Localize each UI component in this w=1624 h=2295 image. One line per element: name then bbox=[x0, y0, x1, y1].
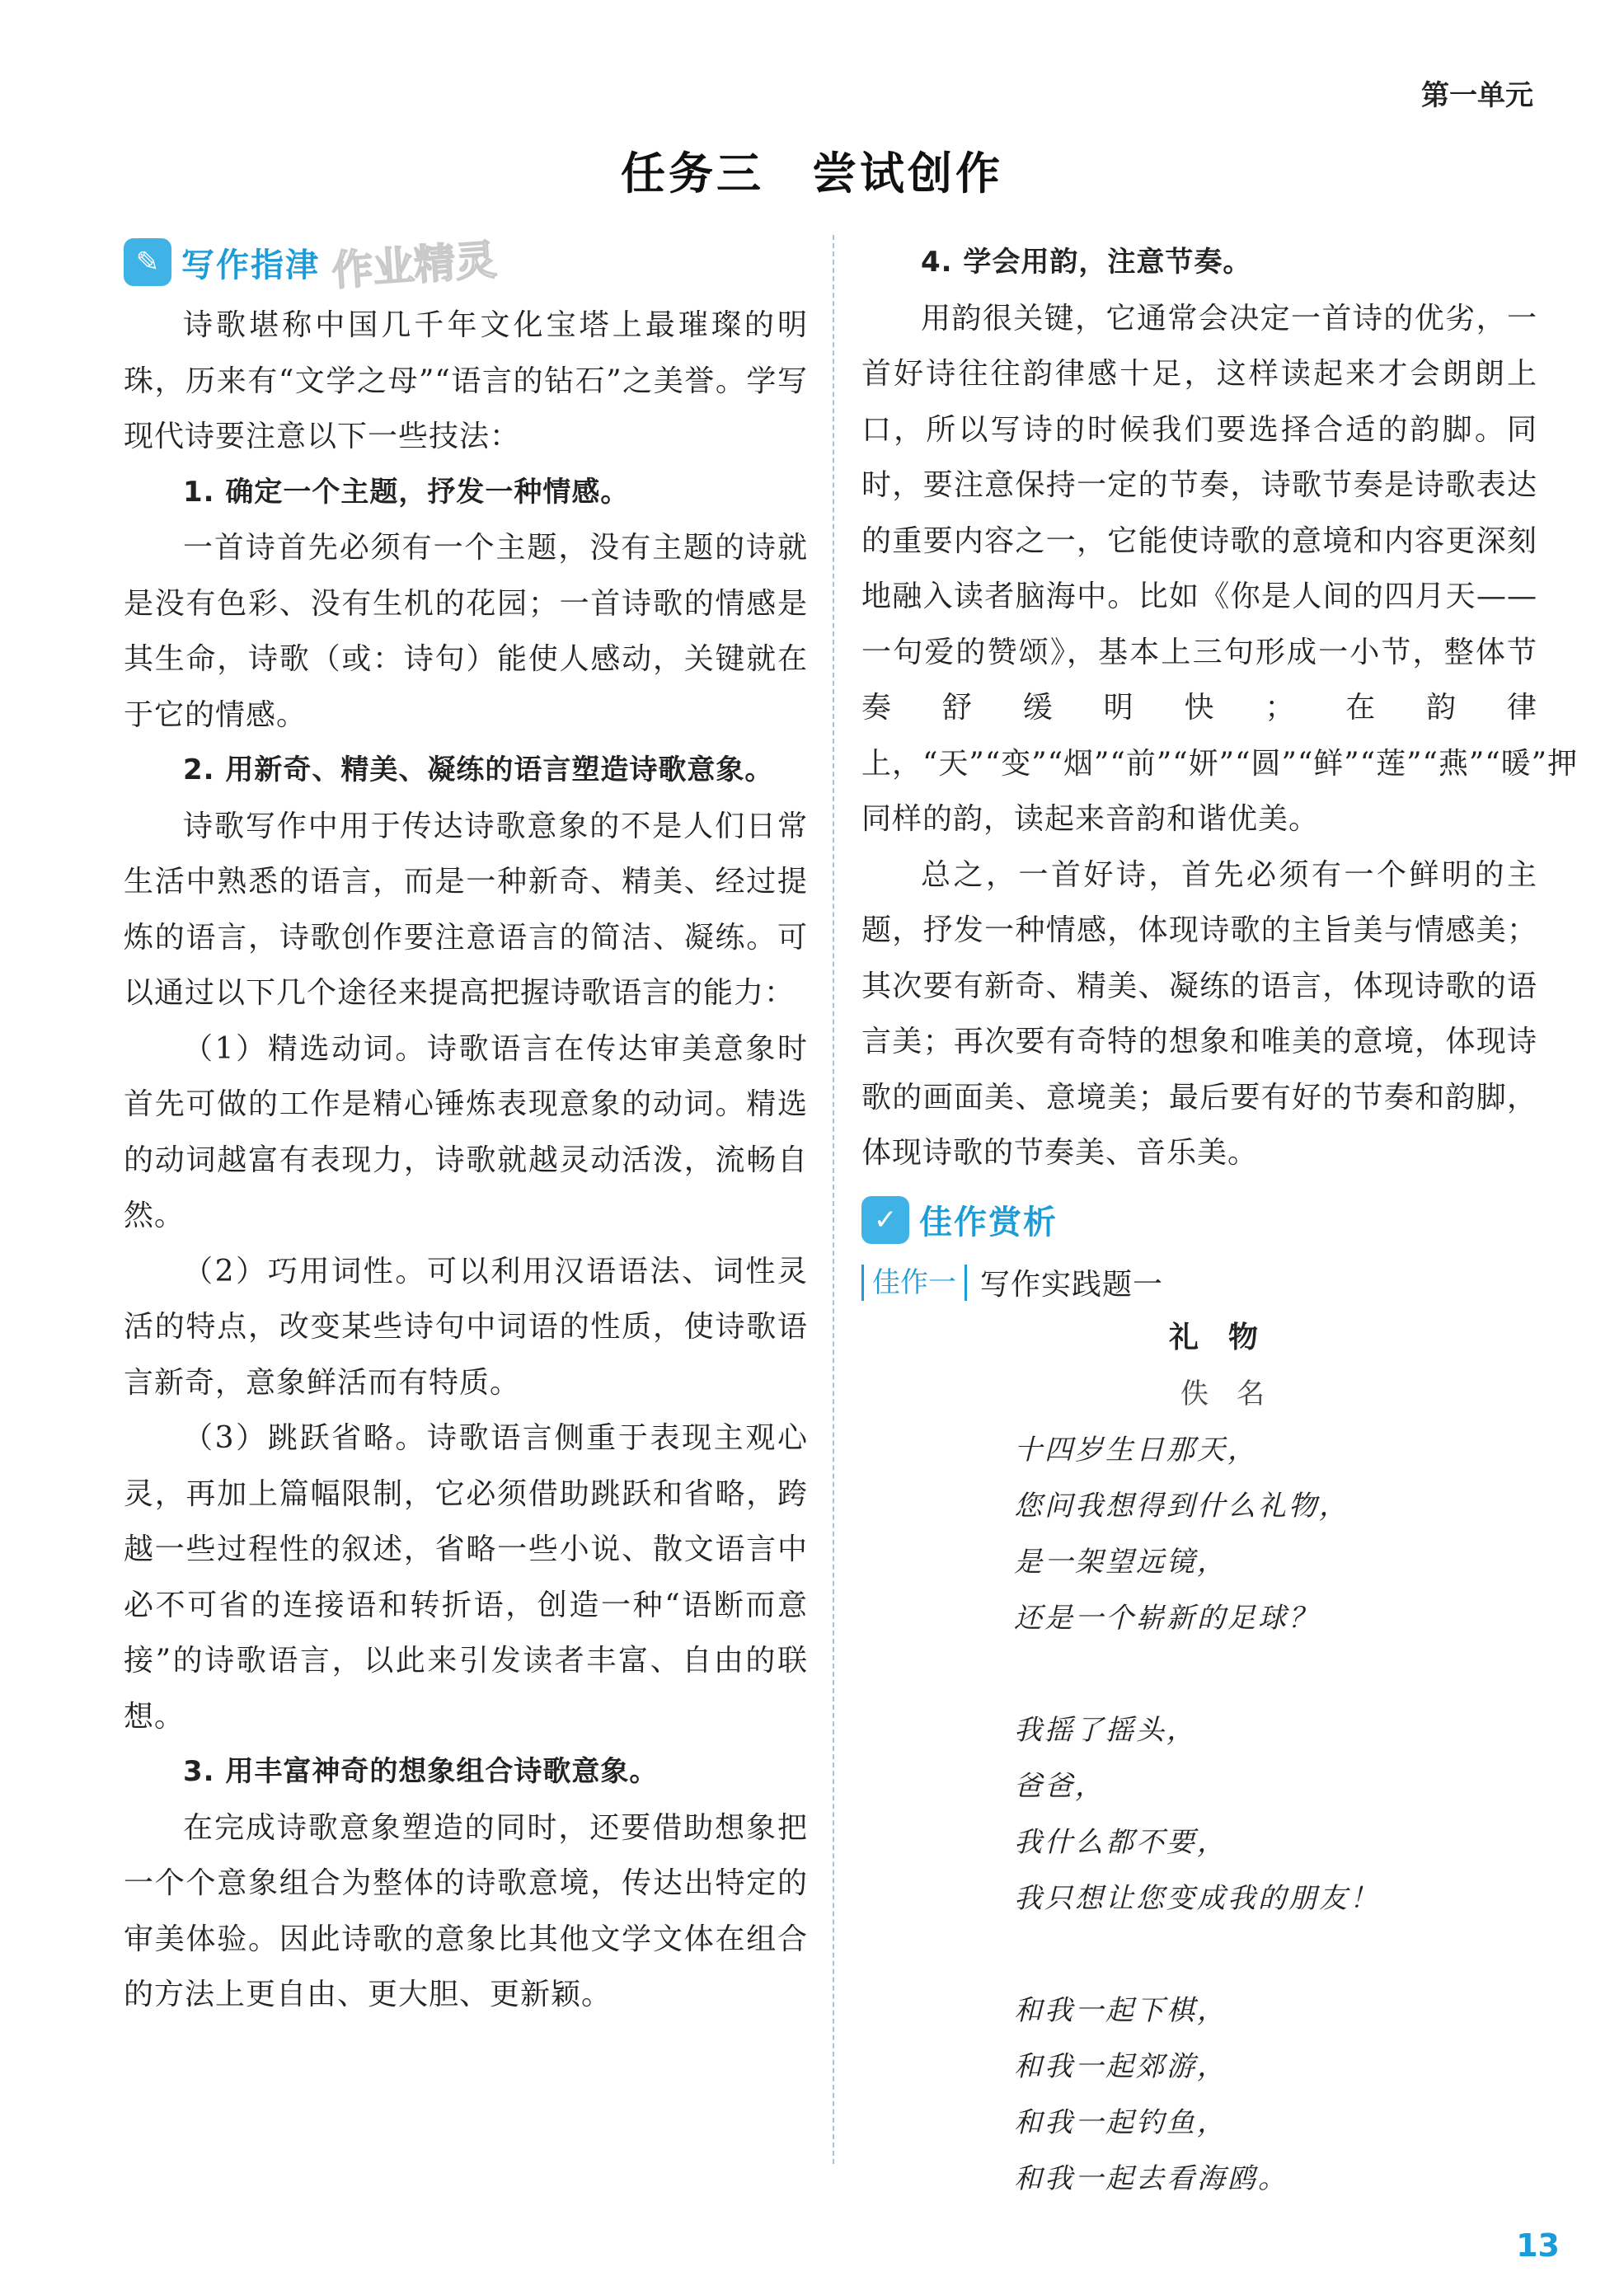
poem-body bbox=[861, 1422, 1537, 2207]
technique-heading: 1. 确定一个主题，抒发一种情感。 bbox=[183, 475, 630, 509]
poem-stanza bbox=[1014, 1702, 1537, 1927]
poem-line: 十四岁生日那天， bbox=[1014, 1433, 1258, 1467]
poem-line: 我只想让您变成我的朋友！ bbox=[1014, 1881, 1380, 1915]
example-tag: 佳作一 bbox=[861, 1265, 967, 1301]
poem-line: 我什么都不要， bbox=[1014, 1825, 1227, 1859]
section-header-writing-guide bbox=[124, 235, 808, 295]
technique-heading: 3. 用丰富神奇的想象组合诗歌意象。 bbox=[183, 1755, 659, 1788]
paragraph: （1）精选动词。诗歌语言在传达审美意象时首先可做的工作是精心锤炼表现意象的动词。精选的动词越富有表现力，诗歌就越灵动活泼，流畅自然。 bbox=[124, 1031, 808, 1232]
example-heading bbox=[861, 1255, 1537, 1310]
poem-stanza bbox=[1014, 1983, 1537, 2207]
paragraph: 在完成诗歌意象塑造的同时，还要借助想象把一个个意象组合为整体的诗歌意境，传达出特定的审美体验。因此诗歌的意象比其他文学文体在组合的方法上更自由、更大胆、更新颖。 bbox=[124, 1810, 808, 2011]
pencil-icon: ✎ bbox=[124, 238, 171, 286]
poem-author: 佚名 bbox=[1180, 1377, 1293, 1410]
poem-line: 是一架望远镜， bbox=[1014, 1545, 1227, 1579]
watermark: 作业精灵 bbox=[330, 236, 499, 295]
column-divider bbox=[833, 235, 834, 2164]
page-number: 13 bbox=[1516, 2227, 1560, 2264]
page-title: 任务三 尝试创作 bbox=[621, 148, 1003, 199]
poem-line: 和我一起下棋， bbox=[1014, 1993, 1227, 2027]
example-title: 写作实践题一 bbox=[980, 1268, 1164, 1302]
poem-line: 还是一个崭新的足球？ bbox=[1014, 1601, 1319, 1635]
section-title: 佳作赏析 bbox=[919, 1204, 1058, 1241]
poem-line: 我摇了摇头， bbox=[1014, 1713, 1197, 1747]
book-icon: ✓ bbox=[861, 1196, 909, 1244]
right-column bbox=[861, 235, 1579, 2207]
poem-line: 和我一起去看海鸥。 bbox=[1014, 2161, 1288, 2195]
paragraph: 用韵很关键，它通常会决定一首诗的优劣，一首好诗往往韵律感十足，这样读起来才会朗朗上口，所以写诗的时候我们要选择合适的韵脚。同时，要注意保持一定的节奏，诗歌节奏是诗歌表达的重要内容之一，它能使诗歌的意境和内容更深刻地融入读者脑海中。比如《你是人间的四月天——一句爱的赞颂》，基本上三句形成一小节，整体节奏舒缓明快；在韵律上，“天”“变”“烟”“前”“妍”“圆”“鲜”“莲”“燕”“暖”押同样的韵，读起来音韵和谐优美。 bbox=[861, 301, 1579, 836]
technique-heading: 2. 用新奇、精美、凝练的语言塑造诗歌意象。 bbox=[183, 753, 774, 786]
poem-line: 和我一起钓鱼， bbox=[1014, 2105, 1227, 2139]
paragraph: 总之，一首好诗，首先必须有一个鲜明的主题，抒发一种情感，体现诗歌的主旨美与情感美；其次要有新奇、精美、凝练的语言，体现诗歌的语言美；再次要有奇特的想象和唯美的意境，体现诗歌的画面美、意境美；最后要有好的节奏和韵脚，体现诗歌的节奏美、音乐美。 bbox=[861, 857, 1537, 1170]
technique-heading: 4. 学会用韵，注意节奏。 bbox=[921, 246, 1252, 279]
poem-title: 礼物 bbox=[1168, 1320, 1288, 1354]
poem-line: 爸爸， bbox=[1014, 1769, 1105, 1803]
paragraph: （3）跳跃省略。诗歌语言侧重于表现主观心灵，再加上篇幅限制，它必须借助跳跃和省略，跨越一些过程性的叙述，省略一些小说、散文语言中必不可省的连接语和转折语，创造一种“语断而意接”的诗歌语言，以此来引发读者丰富、自由的联想。 bbox=[124, 1421, 808, 1734]
poem-line: 您问我想得到什么礼物， bbox=[1014, 1489, 1349, 1523]
paragraph: （2）巧用词性。可以利用汉语语法、词性灵活的特点，改变某些诗句中词语的性质，使诗歌语言新奇，意象鲜活而有特质。 bbox=[124, 1254, 808, 1400]
left-column bbox=[124, 235, 808, 2023]
section-title: 写作指津 bbox=[181, 246, 320, 284]
paragraph: 诗歌写作中用于传达诗歌意象的不是人们日常生活中熟悉的语言，而是一种新奇、精美、经过提炼的语言，诗歌创作要注意语言的简洁、凝练。可以通过以下几个途径来提高把握诗歌语言的能力： bbox=[124, 809, 808, 1010]
section-header-appreciation bbox=[861, 1193, 1537, 1247]
paragraph: 一首诗首先必须有一个主题，没有主题的诗就是没有色彩、没有生机的花园；一首诗歌的情感是其生命，诗歌（或：诗句）能使人感动，关键就在于它的情感。 bbox=[124, 531, 808, 732]
left-body bbox=[124, 298, 808, 2023]
unit-label: 第一单元 bbox=[1421, 79, 1533, 112]
poem-stanza bbox=[1014, 1422, 1537, 1646]
paragraph: 诗歌堪称中国几千年文化宝塔上最璀璨的明珠，历来有“文学之母”“语言的钻石”之美誉。学写现代诗要注意以下一些技法： bbox=[124, 308, 808, 453]
poem-line: 和我一起郊游， bbox=[1014, 2049, 1227, 2083]
right-body bbox=[861, 235, 1579, 1181]
